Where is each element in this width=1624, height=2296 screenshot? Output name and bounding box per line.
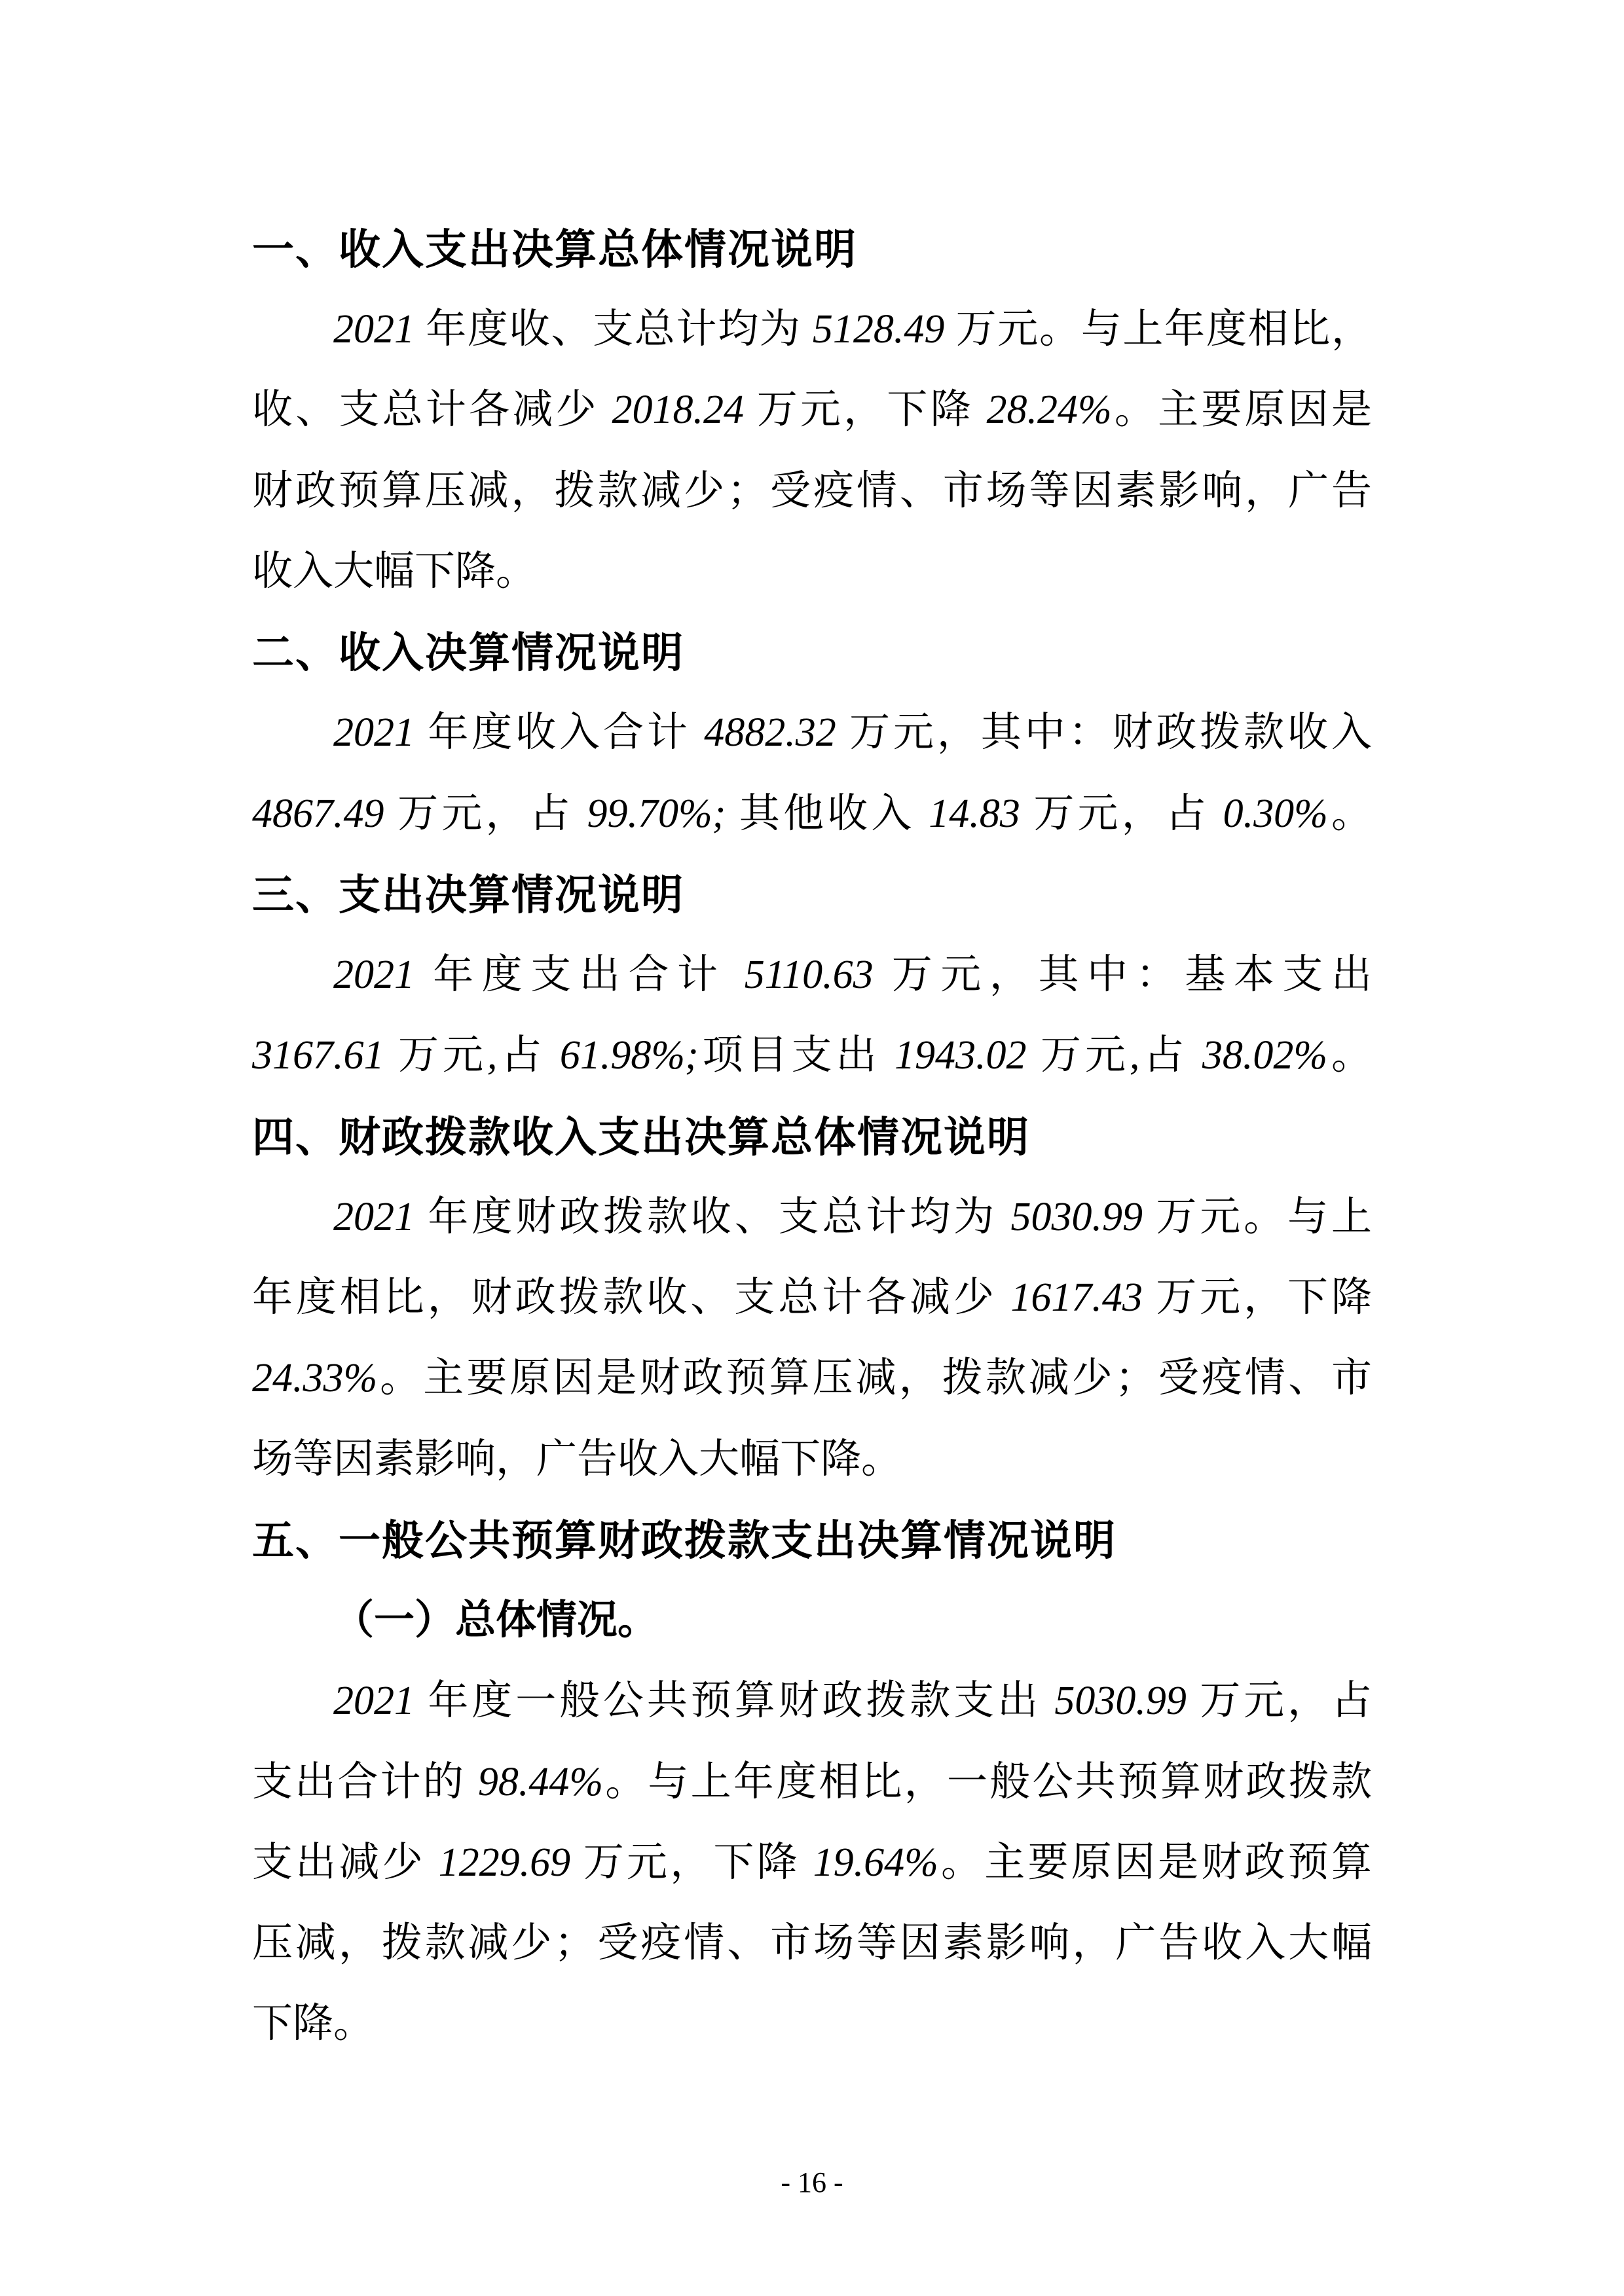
section-heading-2: 二、收入决算情况说明 (252, 629, 684, 676)
body-line: 2021 年度财政拨款收、支总计均为 5030.99 万元。与上 (333, 1195, 1372, 1239)
body-line: 收入大幅下降。 (252, 549, 537, 594)
section-heading-4: 四、财政拨款收入支出决算总体情况说明 (252, 1114, 1030, 1161)
body-line: 下降。 (252, 2001, 375, 2046)
body-line: 场等因素影响，广告收入大幅下降。 (252, 1437, 902, 1482)
body-line: 支出减少 1229.69 万元，下降 19.64%。主要原因是财政预算 (252, 1840, 1372, 1885)
body-line: 3167.61 万元,占 61.98%;项目支出 1943.02 万元,占 38.02%。 (252, 1033, 1372, 1078)
subsection-heading: （一）总体情况。 (333, 1598, 659, 1643)
body-line: 收、支总计各减少 2018.24 万元，下降 28.24%。主要原因是 (252, 388, 1372, 432)
body-line: 支出合计的 98.44%。与上年度相比，一般公共预算财政拨款 (252, 1760, 1372, 1804)
body-line: 2021 年度一般公共预算财政拨款支出 5030.99 万元，占 (333, 1679, 1372, 1723)
body-line: 2021 年度收入合计 4882.32 万元，其中：财政拨款收入 (333, 710, 1372, 755)
page-number: - 16 - (781, 2166, 843, 2198)
body-line: 2021 年度收、支总计均为 5128.49 万元。与上年度相比， (333, 307, 1372, 352)
section-heading-1: 一、收入支出决算总体情况说明 (252, 226, 857, 273)
body-line: 财政预算压减，拨款减少；受疫情、市场等因素影响，广告 (252, 469, 1372, 513)
body-line: 年度相比，财政拨款收、支总计各减少 1617.43 万元，下降 (252, 1275, 1372, 1320)
body-line: 2021 年度支出合计 5110.63 万元，其中：基本支出 (333, 953, 1372, 997)
section-heading-3: 三、支出决算情况说明 (252, 871, 684, 919)
body-line: 24.33%。主要原因是财政预算压减，拨款减少；受疫情、市 (252, 1356, 1372, 1400)
section-heading-5: 五、一般公共预算财政拨款支出决算情况说明 (252, 1517, 1116, 1564)
body-line: 压减，拨款减少；受疫情、市场等因素影响，广告收入大幅 (252, 1921, 1372, 1965)
body-line: 4867.49 万元，占 99.70%; 其他收入 14.83 万元，占 0.30%。 (252, 792, 1372, 836)
